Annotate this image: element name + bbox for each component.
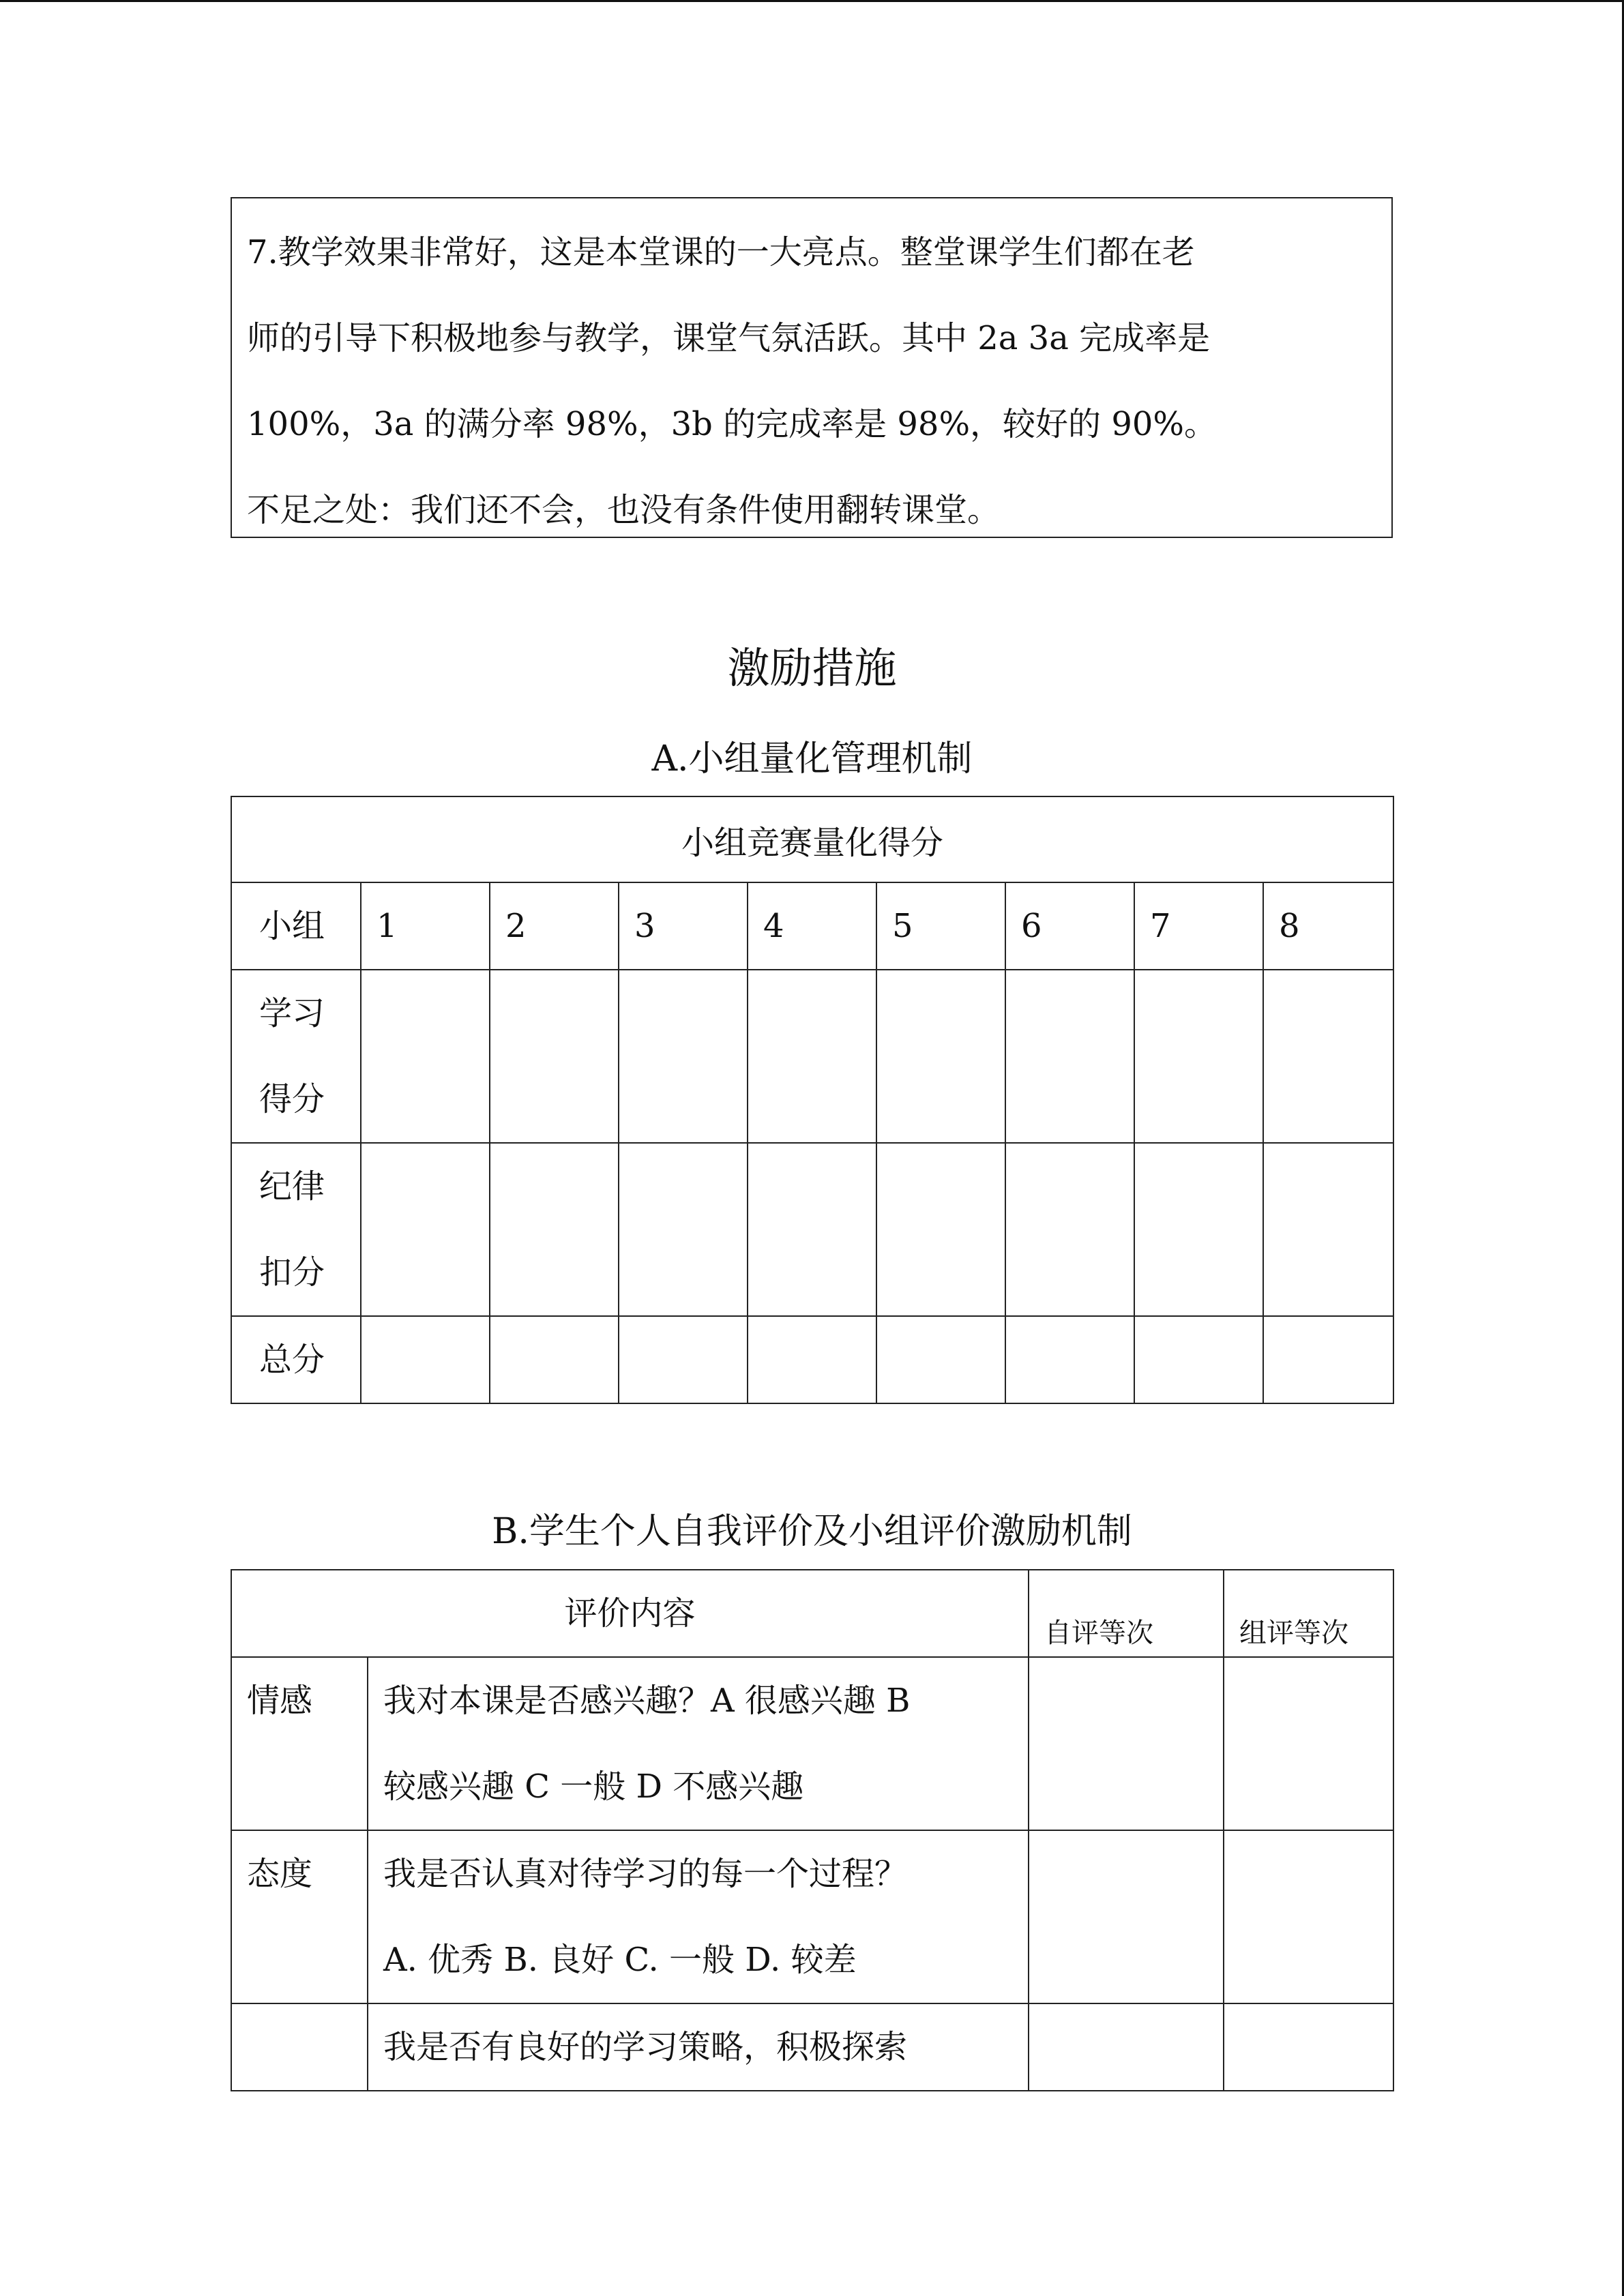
- remarks-box: [231, 197, 1393, 538]
- group-number: 6: [1005, 882, 1134, 970]
- question-line: 较感兴趣 C 一般 D 不感兴趣: [383, 1768, 804, 1806]
- score-cell: [876, 1316, 1005, 1403]
- row-label-discipline: [231, 1143, 361, 1316]
- score-cell: [361, 1316, 490, 1403]
- question-line: 我对本课是否感兴趣？A 很感兴趣 B: [383, 1682, 911, 1720]
- group-number: 2: [490, 882, 619, 970]
- self-evaluation-table: [231, 1569, 1394, 2091]
- row-label-line: 学习: [259, 994, 325, 1032]
- self-rating-cell: [1029, 1830, 1224, 2003]
- question-cell: [368, 2003, 1029, 2091]
- score-cell: [490, 970, 619, 1143]
- row-label-study-score: [231, 970, 361, 1143]
- category-emotion: 情感: [231, 1657, 368, 1830]
- score-cell: [1134, 970, 1263, 1143]
- remark-line: 100%，3a 的满分率 98%，3b 的完成率是 98%，较好的 90%。: [247, 405, 1217, 443]
- row-label-line: 扣分: [259, 1253, 325, 1292]
- group-number: 1: [361, 882, 490, 970]
- score-cell: [1134, 1316, 1263, 1403]
- remark-line: 7.教学效果非常好，这是本堂课的一大亮点。整堂课学生们都在老: [247, 233, 1195, 271]
- table-a-title: 小组竞赛量化得分: [231, 796, 1393, 882]
- score-cell: [876, 970, 1005, 1143]
- score-cell: [1005, 1316, 1134, 1403]
- question-line: 我是否认真对待学习的每一个过程？: [383, 1855, 908, 1893]
- score-cell: [748, 1316, 876, 1403]
- group-rating-cell: [1224, 1830, 1393, 2003]
- score-cell: [490, 1143, 619, 1316]
- header-self-rating: 自评等次: [1029, 1570, 1224, 1657]
- row-label-line: 纪律: [259, 1167, 325, 1206]
- group-number: 3: [619, 882, 748, 970]
- header-group-rating: 组评等次: [1224, 1570, 1393, 1657]
- section-b-title: B.学生个人自我评价及小组评价激励机制: [492, 1511, 1132, 1552]
- score-cell: [361, 1143, 490, 1316]
- score-cell: [619, 1143, 748, 1316]
- group-number: 7: [1134, 882, 1263, 970]
- question-line: 我是否有良好的学习策略，积极探索: [383, 2028, 908, 2066]
- header-content: 评价内容: [231, 1570, 1029, 1657]
- score-cell: [619, 970, 748, 1143]
- group-number: 4: [748, 882, 876, 970]
- self-rating-cell: [1029, 2003, 1224, 2091]
- question-line: A. 优秀 B. 良好 C. 一般 D. 较差: [383, 1941, 857, 1979]
- score-cell: [748, 970, 876, 1143]
- score-cell: [748, 1143, 876, 1316]
- remark-line: 师的引导下积极地参与教学，课堂气氛活跃。其中 2a 3a 完成率是: [247, 319, 1211, 357]
- score-cell: [876, 1143, 1005, 1316]
- score-cell: [1263, 970, 1393, 1143]
- category-empty: [231, 2003, 368, 2091]
- score-cell: [619, 1316, 748, 1403]
- group-label: 小组: [231, 882, 361, 970]
- question-cell: [368, 1657, 1029, 1830]
- group-rating-cell: [1224, 2003, 1393, 2091]
- score-cell: [1005, 970, 1134, 1143]
- score-cell: [490, 1316, 619, 1403]
- remark-line: 不足之处：我们还不会，也没有条件使用翻转课堂。: [247, 491, 1001, 529]
- score-cell: [1134, 1143, 1263, 1316]
- section-a-title: A.小组量化管理机制: [651, 739, 973, 779]
- score-cell: [361, 970, 490, 1143]
- group-score-table: [231, 796, 1394, 1404]
- self-rating-cell: [1029, 1657, 1224, 1830]
- group-rating-cell: [1224, 1657, 1393, 1830]
- group-number: 5: [876, 882, 1005, 970]
- group-number: 8: [1263, 882, 1393, 970]
- incentive-title: 激励措施: [727, 643, 897, 693]
- category-attitude: 态度: [231, 1830, 368, 2003]
- row-label-total: 总分: [231, 1316, 361, 1403]
- question-cell: [368, 1830, 1029, 2003]
- score-cell: [1005, 1143, 1134, 1316]
- row-label-line: 得分: [259, 1080, 325, 1118]
- page-top-border: [0, 0, 1624, 2]
- score-cell: [1263, 1143, 1393, 1316]
- score-cell: [1263, 1316, 1393, 1403]
